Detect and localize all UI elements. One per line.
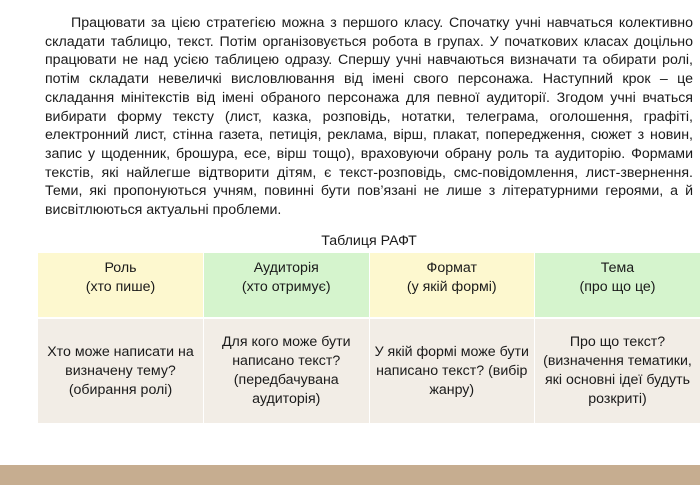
table-header-row [38, 253, 700, 318]
header-title-audience: Аудиторія [253, 260, 319, 276]
header-cell-format [369, 253, 535, 318]
header-subtitle-role: (хто пише) [85, 279, 156, 295]
header-title-role: Роль [104, 260, 137, 276]
body-cell-audience: Для кого може бути написано текст? (передбачувана аудиторія) [204, 318, 370, 423]
table-body-row [38, 318, 700, 423]
header-cell-role [38, 253, 204, 318]
header-subtitle-format: (у якій формі) [406, 279, 497, 295]
table-title: Таблиця РАФТ [321, 233, 417, 249]
header-title-format: Формат [426, 260, 477, 276]
body-paragraph: Працювати за цією стратегією можна з першого класу. Спочатку учні навчаться колективно складати таблицю, текст. Потім організовується робота в групах. У початкових класах доцільно працювати не над усією таблицею одразу. Спершу учні навчаються визначати та обирати ролі, потім складати невеличкі висловлювання від імені свого персонажа. Наступний крок – це складання мінітекстів від імені обраного персонажа для певної аудиторії. Згодом учні вчаться вибирати форму тексту (лист, казка, розповідь, нотатки, телеграма, оголошення, графіті, електронний лист, стінна газета, петиція, реклама, вірш, плакат, попередження, сюжет з новин, запис у щоденник, брошура, есе, вірш тощо), враховуючи обрану роль та аудиторію. Формами текстів, які найлегше відтворити дітям, є текст-розповідь, смс-повідомлення, лист-звернення. Теми, які пропонуються учням, повинні бути пов’язані не лише з літературними героями, а й висвітлюються актуальні проблеми. [45, 15, 693, 219]
body-cell-role: Хто може написати на визначену тему? (обирання ролі) [38, 318, 204, 423]
body-cell-topic: Про що текст? (визначення тематики, які основні ідеї будуть розкриті) [535, 318, 700, 423]
raft-table [38, 253, 700, 423]
header-cell-audience [204, 253, 370, 318]
header-title-topic: Тема [600, 260, 635, 276]
body-cell-format: У якій формі може бути написано текст? (вибір жанру) [369, 318, 535, 423]
header-cell-topic [535, 253, 700, 318]
header-subtitle-topic: (про що це) [579, 279, 656, 295]
header-subtitle-audience: (хто отримує) [241, 279, 331, 295]
bottom-decorative-bar [0, 465, 700, 485]
